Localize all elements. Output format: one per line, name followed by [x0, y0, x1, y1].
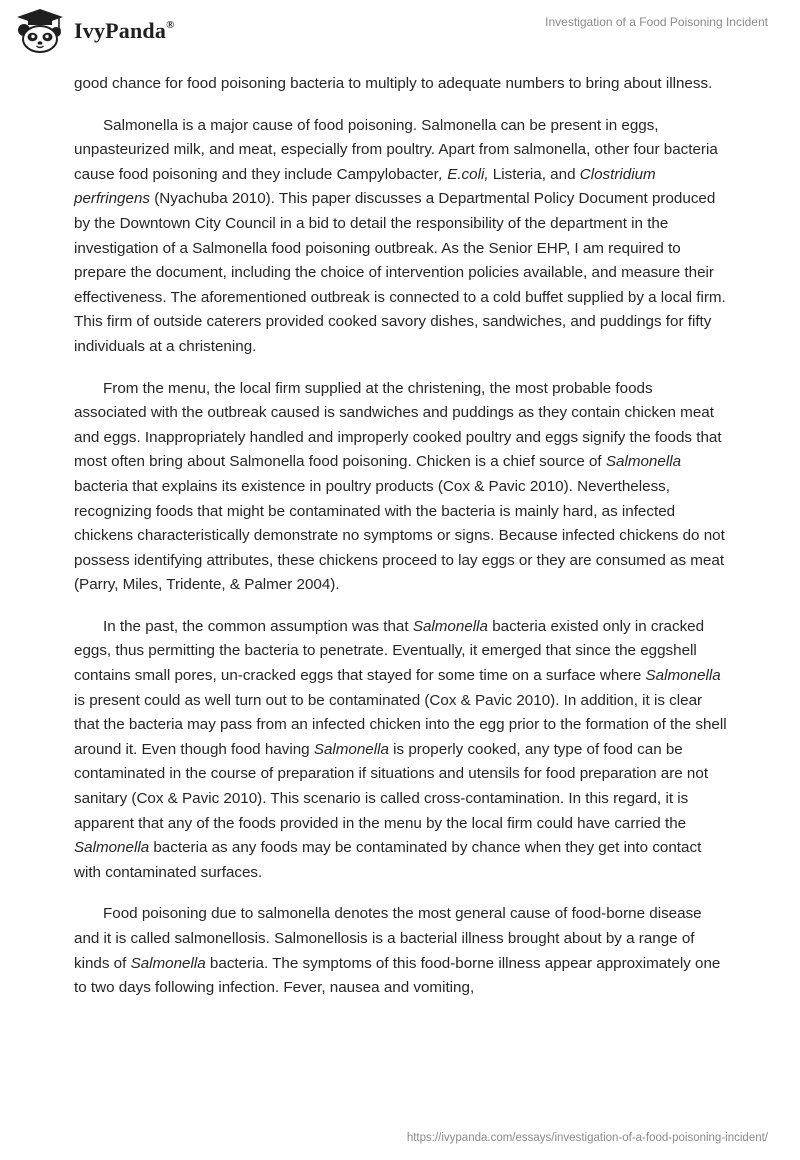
body-paragraph [74, 114, 729, 360]
text-run: is present could as well turn out to be contaminated (Cox & Pavic 2010). In addition, it is clear that the bacteria may pass from an infected chicken into the egg prior to the formation of the shell around it. Even though food having [74, 691, 727, 758]
italic-term: Salmonella [645, 667, 721, 685]
document-title: Investigation of a Food Poisoning Incident [545, 15, 768, 29]
italic-term: Salmonella [313, 740, 389, 758]
text-run: bacteria that explains its existence in poultry products (Cox & Pavic 2010). Nevertheless, recognizing foods that might be contaminated with the bacteria is mainly hard, as infected chickens characteristically demonstrate no symptoms or signs. Because infected chickens do not possess identifying attributes, these chickens proceed to lay eggs or they are consumed as meat (Parry, Miles, Tridente, & Palmer 2004). [74, 477, 725, 594]
italic-term: Salmonella [130, 954, 206, 972]
text-run: (Nyachuba 2010). This paper discusses a Departmental Policy Document produced by the Downtown City Council in a bid to detail the responsibility of the department in the investigation of a Salmonella food poisoning outbreak. As the Senior EHP, I am required to prepare the document, including the choice of intervention policies available, and measure their effectiveness. The aforementioned outbreak is connected to a cold buffet supplied by a local firm. This firm of outside caterers provided cooked savory dishes, sandwiches, and puddings for fifty individuals at a christening. [74, 190, 726, 355]
page-url[interactable]: https://ivypanda.com/essays/investigation-of-a-food-poisoning-incident/ [406, 1132, 768, 1144]
essay-body [74, 72, 729, 1018]
text-run: Salmonella is a major cause of food poisoning. Salmonella can be present in eggs, unpasteurized milk, and meat, especially from poultry. Apart from salmonella, other four bacteria cause food poisoning and they include Campylobacter [74, 116, 718, 183]
italic-term: Salmonella [412, 617, 488, 635]
panda-graduate-icon [14, 8, 66, 54]
brand-name: IvyPanda® [74, 18, 175, 43]
text-run: Food poisoning due to salmonella denotes the most general cause of food-borne disease and it is called salmonellosis. Salmonellosis is a bacterial illness brought about by a range of kinds of [74, 905, 702, 972]
text-run: Listeria, and [488, 165, 580, 183]
italic-term: Clostridium perfringens [74, 165, 656, 208]
body-paragraph [74, 72, 729, 97]
italic-term: Salmonella [605, 453, 682, 471]
italic-term: , E.coli, [438, 165, 489, 183]
body-paragraph [74, 615, 729, 886]
italic-term: Salmonella [74, 839, 150, 857]
text-run: bacteria existed only in cracked eggs, thus permitting the bacteria to penetrate. Eventually, it emerged that since the eggshell contains small pores, un-cracked eggs that stayed for some time on a surface where [74, 617, 705, 685]
text-run: From the menu, the local firm supplied at the christening, the most probable foods associated with the outbreak caused is sandwiches and puddings as they contain chicken meat and eggs. Inappropriately handled and improperly cooked poultry and eggs signify the foods that most often bring about Salmonella food poisoning. Chicken is a chief source of [74, 379, 722, 471]
text-run: good chance for food poisoning bacteria to multiply to adequate numbers to bring about illness. [74, 75, 713, 92]
text-run: bacteria. The symptoms of this food-borne illness appear approximately one to two days following infection. Fever, nausea and vomiting, [74, 954, 721, 997]
body-paragraph [74, 902, 729, 1000]
text-run: bacteria as any foods may be contaminated by chance when they get into contact with contaminated surfaces. [74, 839, 702, 881]
text-run: In the past, the common assumption was that [103, 617, 413, 635]
brand-logo[interactable] [14, 8, 175, 54]
body-paragraph [74, 377, 729, 598]
text-run: is properly cooked, any type of food can be contaminated in the course of preparation if situations and utensils for food preparation are not sanitary (Cox & Pavic 2010). This scenario is called cross-contamination. In this regard, it is apparent that any of the foods provided in the menu by the local firm could have carried the [74, 740, 709, 832]
page-header [0, 0, 800, 64]
